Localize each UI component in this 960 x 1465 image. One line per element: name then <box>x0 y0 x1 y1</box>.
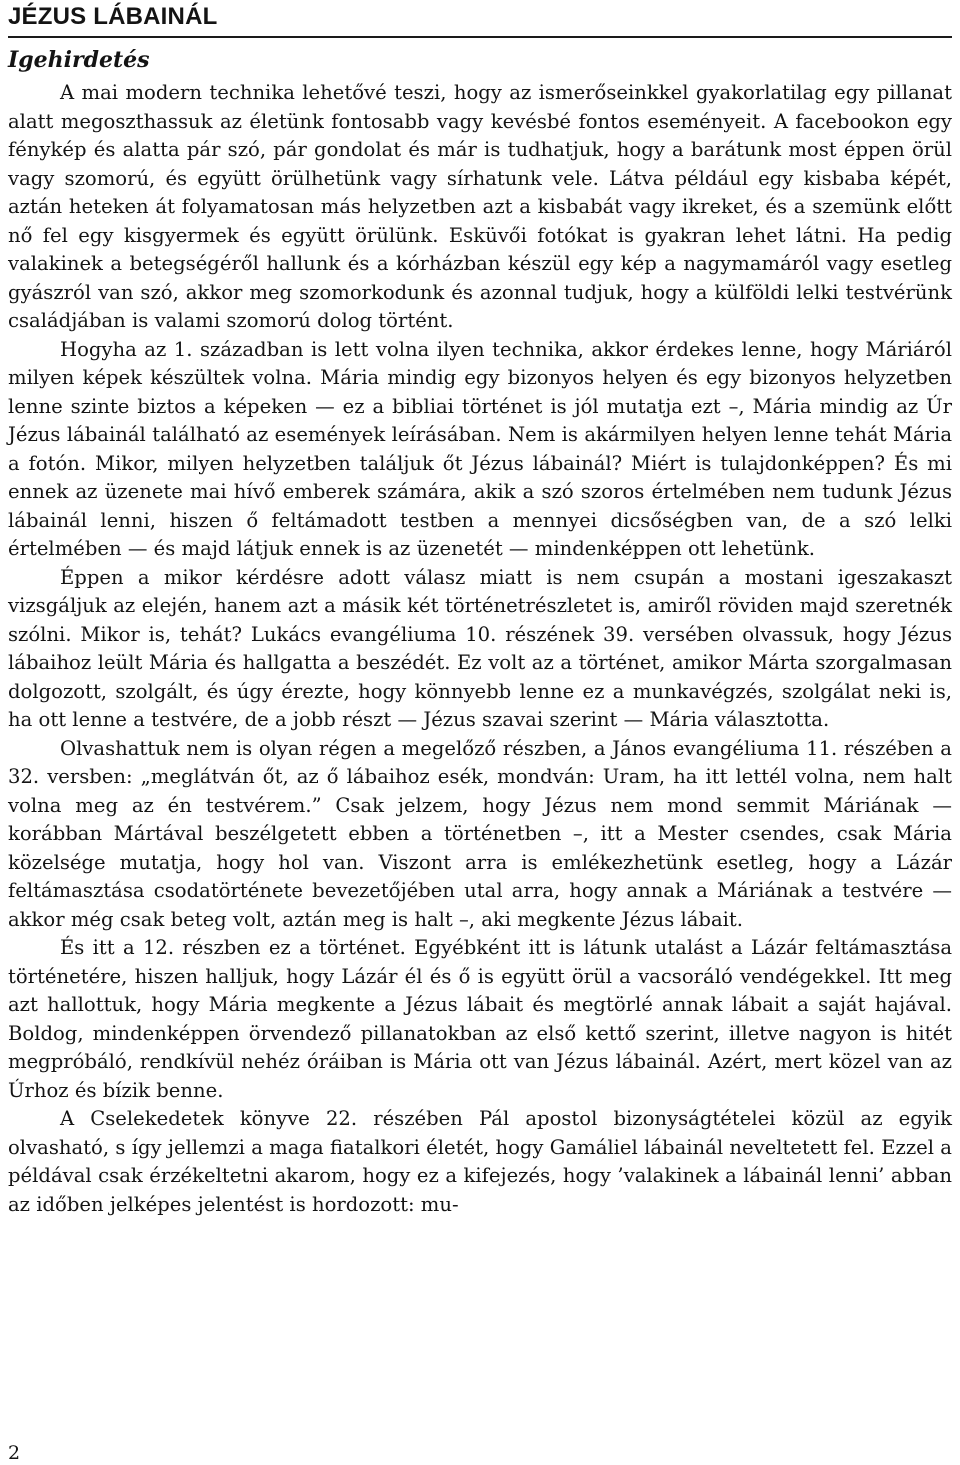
paragraph: A Cselekedetek könyve 22. részében Pál apostol bizonyságtételei közül az egyik olvasható, s így jellemzi a maga fiatalkori életét, hogy Gamáliel lábainál neveltetett fel. Ezzel a példával csak érzékeltetni akarom, hogy ez a kifejezés, hogy ’valakinek a lábainál lenni’ abban az időben jelképes jelentést is hordozott: mu- <box>8 1107 952 1216</box>
page-number: 2 <box>8 1442 21 1464</box>
paragraph: És itt a 12. részben ez a történet. Egyébként itt is látunk utalást a Lázár feltámasztása történetére, hiszen halljuk, hogy Lázár él és ő is együtt örül a vacsoráló vendégekkel. Itt meg azt hallottuk, hogy Mária megkente a Jézus lábait és megtörlé annak lábait a saját hajával. Boldog, mindenképpen örvendező pillanatokban az első kettő szerint, illetve nagyon is hitét megpróbáló, rendkívül nehéz óráiban is Mária ott van Jézus lábainál. Azért, mert közel van az Úrhoz és bízik benne. <box>8 936 952 1102</box>
section-heading: Igehirdetés <box>8 47 150 73</box>
paragraph: A mai modern technika lehetővé teszi, hogy az ismerőseinkkel gyakorlatilag egy pillanat alatt megoszthassuk az életünk fontosabb vagy kevésbé fontos eseményeit. A facebookon egy fénykép és alatta pár szó, pár gondolat és már is tudhatjuk, hogy a barátunk most éppen örül vagy szomorú, és együtt örülhetünk vagy sírhatunk vele. Látva például egy kisbaba képét, aztán heteken át folyamatosan más helyzetben azt a kisbabát vagy ikreket, és a szemünk előtt nő fel egy kisgyermek és együtt örülünk. Esküvői fotókat is gyakran lehet látni. Ha pedig valakinek a betegségéről hallunk és a kórházban készül egy kép a nagymamáról vagy esetleg gyászról van szó, akkor meg szomorkodunk és azonnal tudjuk, hogy a külföldi lelki testvérünk családjában is valami szomorú dolog történt. <box>8 81 952 332</box>
paragraph: Éppen a mikor kérdésre adott válasz miatt is nem csupán a mostani igeszakaszt vizsgáljuk az elején, hanem azt a másik két történetrészletet is, amiről röviden majd szeretnék szólni. Mikor is, tehát? Lukács evangéliuma 10. részének 39. versében olvassuk, hogy Jézus lábaihoz leült Mária és hallgatta a beszédét. Ez volt az a történet, amikor Márta szorgalmasan dolgozott, szolgált, és úgy érezte, hogy könnyebb lenne ez a munkavégzés, szolgálat neki is, ha ott lenne a testvére, de a jobb részt — Jézus szavai szerint — Mária választotta. <box>8 565 952 731</box>
document-page <box>8 0 952 1465</box>
page-title: JÉZUS LÁBAINÁL <box>8 3 218 30</box>
paragraph: Hogyha az 1. században is lett volna ilyen technika, akkor érdekes lenne, hogy Máriáról milyen képek készültek volna. Mária mindig egy bizonyos helyen és egy bizonyos helyzetben lenne szinte biztos a képeken — ez a bibliai történet is jól mutatja ezt –, Mária mindig az Úr Jézus lábainál található az események leírásában. Nem is akármilyen helyen lenne tehát Mária a fotón. Mikor, milyen helyzetben találjuk őt Jézus lábainál? Miért is tulajdonképpen? És mi ennek az üzenete mai hívő emberek számára, akik a szó szoros értelmében nem tudunk Jézus lábainál lenni, hiszen ő feltámadott testben a mennyei dicsőségben van, de a szó lelki értelmében — és majd látjuk ennek is az üzenetét — mindenképpen ott lehetünk. <box>8 337 952 560</box>
paragraph: Olvashattuk nem is olyan régen a megelőző részben, a János evangéliuma 11. részében a 32. versben: „meglátván őt, az ő lábaihoz esék, mondván: Uram, ha itt lettél volna, nem halt volna meg az én testvérem.” Csak jelzem, hogy Jézus nem mond semmit Máriának — korábban Mártával beszélgetett ebben a történetben –, itt a Mester csendes, csak Mária közelsége mutatja, hogy hol van. Viszont arra is emlékezhetünk esetleg, hogy a Lázár feltámasztása csodatörténete bevezetőjében utal arra, hogy annak a Máriának a testvére — akkor még csak beteg volt, aztán meg is halt –, aki megkente Jézus lábait. <box>8 736 952 931</box>
sermon-body <box>8 79 952 1219</box>
page-header <box>8 2 952 38</box>
